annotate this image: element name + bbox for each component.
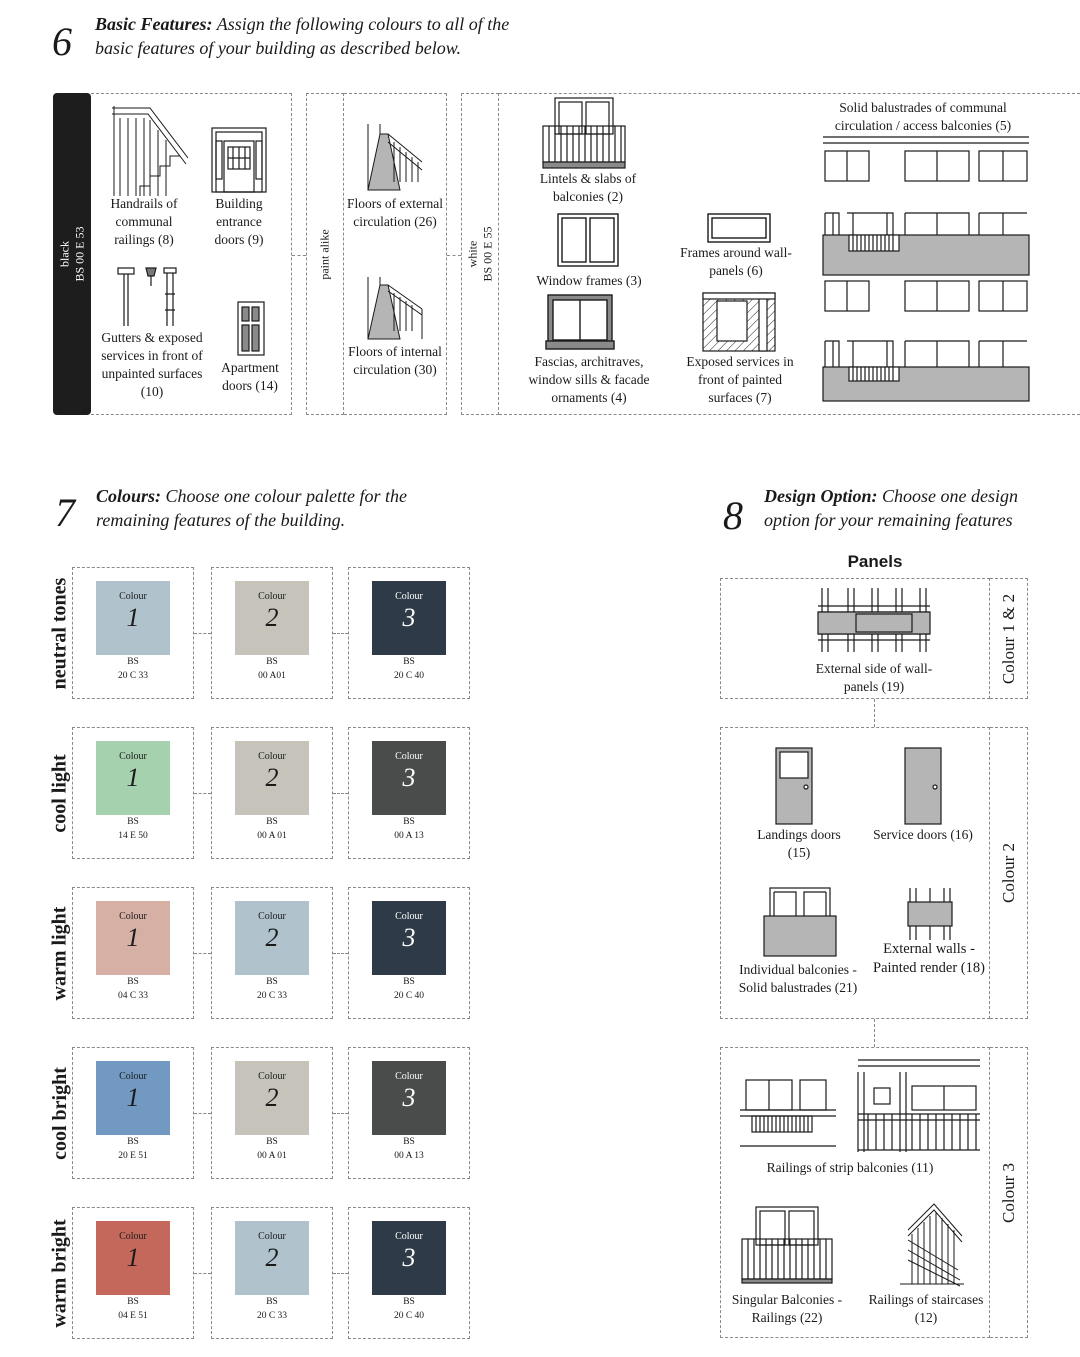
colour-swatch[interactable] bbox=[96, 741, 170, 815]
connector bbox=[874, 1019, 875, 1047]
gutters-caption: Gutters & exposed services in front of unpainted surfaces (10) bbox=[101, 330, 203, 399]
swatch-number: 3 bbox=[402, 1083, 416, 1112]
bs-label: BS bbox=[266, 817, 278, 827]
swatch-bs-code bbox=[359, 655, 459, 683]
bs-label: BS bbox=[127, 657, 139, 667]
service-doors-caption: Service doors (16) bbox=[873, 827, 973, 842]
swatch-colour-word: Colour bbox=[258, 1071, 286, 1082]
window-frame-icon bbox=[556, 212, 620, 268]
bs-code: 20 E 51 bbox=[118, 1151, 148, 1161]
black-label-code: BS 00 E 53 bbox=[72, 226, 87, 282]
swatch-colour-word: Colour bbox=[119, 1231, 147, 1242]
bs-code: 14 E 50 bbox=[118, 831, 148, 841]
section-8-heading bbox=[764, 484, 1064, 532]
swatch-bs-code bbox=[359, 1135, 459, 1163]
facade-balustrades-icon bbox=[823, 135, 1029, 403]
bs-label: BS bbox=[127, 817, 139, 827]
wall-panels-caption: External side of wall-panels (19) bbox=[815, 661, 933, 694]
swatch-number: 3 bbox=[402, 763, 416, 792]
connector bbox=[333, 633, 348, 634]
colour-swatch[interactable] bbox=[372, 1061, 446, 1135]
bs-code: 00 A01 bbox=[258, 671, 286, 681]
swatch-bs-code bbox=[359, 815, 459, 843]
fascias-caption: Fascias, architraves, window sills & facade ornaments (4) bbox=[528, 354, 650, 405]
fascias-icon bbox=[546, 293, 614, 351]
design-group-2-text: Colour 2 bbox=[999, 843, 1019, 903]
bs-label: BS bbox=[266, 1297, 278, 1307]
bs-code: 04 C 33 bbox=[117, 991, 149, 1001]
section-6-title: Basic Features: bbox=[95, 14, 213, 34]
external-walls-caption: External walls - Painted render (18) bbox=[873, 941, 985, 976]
section-8-text: Choose one design option for your remaining features bbox=[764, 486, 1018, 530]
swatch-bs-code bbox=[83, 655, 183, 683]
swatch-number: 3 bbox=[402, 923, 416, 952]
swatch-bs-code bbox=[359, 975, 459, 1003]
swatch-bs-code bbox=[83, 1135, 183, 1163]
connector bbox=[292, 255, 306, 256]
colour-swatch[interactable] bbox=[372, 901, 446, 975]
bs-label: BS bbox=[403, 977, 415, 987]
strip-balconies-icon bbox=[740, 1058, 980, 1154]
colour-swatch[interactable] bbox=[96, 1061, 170, 1135]
swatch-number: 1 bbox=[126, 923, 140, 952]
swatch-bs-code bbox=[222, 815, 322, 843]
swatch-number: 1 bbox=[126, 1083, 140, 1112]
colour-swatch[interactable] bbox=[235, 581, 309, 655]
colour-swatch[interactable] bbox=[235, 1061, 309, 1135]
design-group-2-label bbox=[990, 727, 1028, 1019]
swatch-number: 2 bbox=[265, 763, 279, 792]
palette-name: warm bright bbox=[48, 1218, 71, 1328]
bs-code: 20 C 40 bbox=[393, 991, 425, 1001]
handrails-caption: Handrails of communal railings (8) bbox=[110, 196, 178, 247]
apartment-doors-caption: Apartment doors (14) bbox=[221, 360, 279, 393]
palette-name: cool bright bbox=[48, 1066, 71, 1160]
connector bbox=[194, 1273, 211, 1274]
swatch-colour-word: Colour bbox=[395, 751, 423, 762]
window-frames-caption: Window frames (3) bbox=[536, 273, 642, 288]
connector bbox=[447, 255, 461, 256]
bs-code: 00 A 13 bbox=[394, 1151, 424, 1161]
connector bbox=[333, 1273, 348, 1274]
lintels-caption: Lintels & slabs of balconies (2) bbox=[539, 171, 637, 204]
section-7-text: Choose one colour palette for the remaining features of the building. bbox=[96, 486, 407, 530]
black-label-word: black bbox=[57, 241, 72, 268]
design-group-3-text: Colour 3 bbox=[999, 1162, 1019, 1223]
section-7-title: Colours: bbox=[96, 486, 162, 506]
landings-door-icon bbox=[775, 747, 813, 825]
panels-title: Panels bbox=[847, 552, 903, 571]
colour-swatch[interactable] bbox=[235, 1221, 309, 1295]
colour-swatch[interactable] bbox=[235, 741, 309, 815]
bs-code: 20 C 40 bbox=[393, 671, 425, 681]
paint-alike-label bbox=[306, 93, 344, 415]
bs-code: 20 C 40 bbox=[393, 1311, 425, 1321]
swatch-colour-word: Colour bbox=[258, 1231, 286, 1242]
staircase-railings-icon bbox=[898, 1200, 964, 1286]
gutters-icon bbox=[116, 266, 180, 328]
swatch-number: 2 bbox=[265, 923, 279, 952]
design-group-3-label bbox=[990, 1047, 1028, 1338]
swatch-colour-word: Colour bbox=[258, 751, 286, 762]
swatch-bs-code bbox=[359, 1295, 459, 1323]
swatch-number: 2 bbox=[265, 1083, 279, 1112]
connector bbox=[333, 793, 348, 794]
connector bbox=[194, 953, 211, 954]
palette-name: cool light bbox=[48, 753, 71, 833]
bs-label: BS bbox=[403, 657, 415, 667]
swatch-colour-word: Colour bbox=[395, 1231, 423, 1242]
staircases-caption: Railings of staircases (12) bbox=[868, 1292, 984, 1325]
swatch-number: 1 bbox=[126, 763, 140, 792]
swatch-number: 3 bbox=[402, 603, 416, 632]
individual-balconies-caption: Individual balconies - Solid balustrades (21) bbox=[738, 962, 858, 995]
bs-label: BS bbox=[127, 977, 139, 987]
connector bbox=[874, 699, 875, 727]
swatch-colour-word: Colour bbox=[119, 1071, 147, 1082]
frames-panels-caption: Frames around wall-panels (6) bbox=[680, 245, 792, 278]
entrance-doors-caption: Building entrance doors (9) bbox=[214, 196, 264, 247]
swatch-number: 2 bbox=[265, 1243, 279, 1272]
bs-label: BS bbox=[127, 1297, 139, 1307]
singular-balcony-icon bbox=[740, 1205, 834, 1285]
section-6-number: 6 bbox=[52, 19, 72, 64]
swatch-colour-word: Colour bbox=[395, 591, 423, 602]
swatch-colour-word: Colour bbox=[119, 591, 147, 602]
bs-code: 00 A 01 bbox=[257, 1151, 287, 1161]
section-8-number: 8 bbox=[723, 493, 743, 538]
section-6-heading bbox=[95, 12, 515, 60]
bs-code: 20 C 33 bbox=[256, 991, 288, 1001]
section-8-title: Design Option: bbox=[764, 486, 878, 506]
section-6-text: Assign the following colours to all of the basic features of your building as described below. bbox=[95, 14, 510, 58]
bs-code: 00 A 13 bbox=[394, 831, 424, 841]
white-label-code: BS 00 E 55 bbox=[480, 226, 495, 282]
white-colour-label bbox=[461, 93, 499, 415]
exposed-services-caption: Exposed services in front of painted surfaces (7) bbox=[686, 354, 794, 405]
bs-code: 20 C 33 bbox=[117, 671, 149, 681]
design-group-1-text: Colour 1 & 2 bbox=[999, 593, 1019, 684]
design-group-1-label bbox=[990, 578, 1028, 699]
swatch-colour-word: Colour bbox=[119, 911, 147, 922]
colour-swatch[interactable] bbox=[96, 1221, 170, 1295]
bs-label: BS bbox=[403, 1137, 415, 1147]
swatch-bs-code bbox=[222, 975, 322, 1003]
external-wall-icon bbox=[908, 886, 952, 942]
section-7-number: 7 bbox=[55, 490, 75, 535]
exposed-services-icon bbox=[701, 291, 777, 353]
swatch-colour-word: Colour bbox=[395, 911, 423, 922]
bs-code: 00 A 01 bbox=[257, 831, 287, 841]
colour-swatch[interactable] bbox=[372, 581, 446, 655]
white-label-word: white bbox=[465, 240, 480, 268]
connector bbox=[333, 953, 348, 954]
colour-swatch[interactable] bbox=[372, 1221, 446, 1295]
colour-swatch[interactable] bbox=[96, 581, 170, 655]
swatch-number: 1 bbox=[126, 603, 140, 632]
bs-code: 04 E 51 bbox=[118, 1311, 148, 1321]
floors-internal-caption: Floors of internal circulation (30) bbox=[348, 344, 442, 377]
paint-alike-text: paint alike bbox=[317, 228, 332, 280]
connector bbox=[194, 793, 211, 794]
connector bbox=[194, 1113, 211, 1114]
singular-balconies-caption: Singular Balconies - Railings (22) bbox=[731, 1292, 843, 1325]
strip-balconies-caption: Railings of strip balconies (11) bbox=[766, 1160, 934, 1175]
colour-swatch[interactable] bbox=[372, 741, 446, 815]
swatch-colour-word: Colour bbox=[258, 911, 286, 922]
black-colour-label bbox=[53, 93, 91, 415]
apartment-door-icon bbox=[237, 301, 265, 356]
floors-external-caption: Floors of external circulation (26) bbox=[347, 196, 443, 229]
swatch-bs-code bbox=[222, 1295, 322, 1323]
bs-label: BS bbox=[266, 977, 278, 987]
swatch-bs-code bbox=[83, 815, 183, 843]
palette-name: neutral tones bbox=[48, 577, 71, 689]
swatch-bs-code bbox=[83, 1295, 183, 1323]
bs-code: 20 C 33 bbox=[256, 1311, 288, 1321]
swatch-bs-code bbox=[222, 1135, 322, 1163]
swatch-colour-word: Colour bbox=[258, 591, 286, 602]
section-7-heading bbox=[96, 484, 426, 532]
individual-balcony-icon bbox=[762, 886, 838, 958]
floors-external-icon bbox=[366, 122, 424, 192]
swatch-bs-code bbox=[83, 975, 183, 1003]
service-door-icon bbox=[904, 747, 942, 825]
panel-frame-icon bbox=[706, 212, 772, 244]
swatch-number: 2 bbox=[265, 603, 279, 632]
bs-label: BS bbox=[403, 1297, 415, 1307]
swatch-number: 3 bbox=[402, 1243, 416, 1272]
entrance-door-icon bbox=[211, 127, 267, 193]
floors-internal-icon bbox=[366, 275, 424, 341]
swatch-bs-code bbox=[222, 655, 322, 683]
wall-panels-icon bbox=[818, 586, 930, 654]
solid-balustrades-caption: Solid balustrades of communal circulation / access balconies (5) bbox=[834, 100, 1012, 133]
swatch-colour-word: Colour bbox=[119, 751, 147, 762]
lintels-balcony-icon bbox=[541, 96, 627, 170]
palette-name: warm light bbox=[48, 906, 71, 1000]
bs-label: BS bbox=[403, 817, 415, 827]
swatch-colour-word: Colour bbox=[395, 1071, 423, 1082]
bs-label: BS bbox=[127, 1137, 139, 1147]
handrails-icon bbox=[110, 100, 190, 198]
colour-swatch[interactable] bbox=[235, 901, 309, 975]
connector bbox=[194, 633, 211, 634]
landings-doors-caption: Landings doors (15) bbox=[757, 827, 841, 860]
bs-label: BS bbox=[266, 1137, 278, 1147]
connector bbox=[333, 1113, 348, 1114]
swatch-number: 1 bbox=[126, 1243, 140, 1272]
bs-label: BS bbox=[266, 657, 278, 667]
colour-swatch[interactable] bbox=[96, 901, 170, 975]
